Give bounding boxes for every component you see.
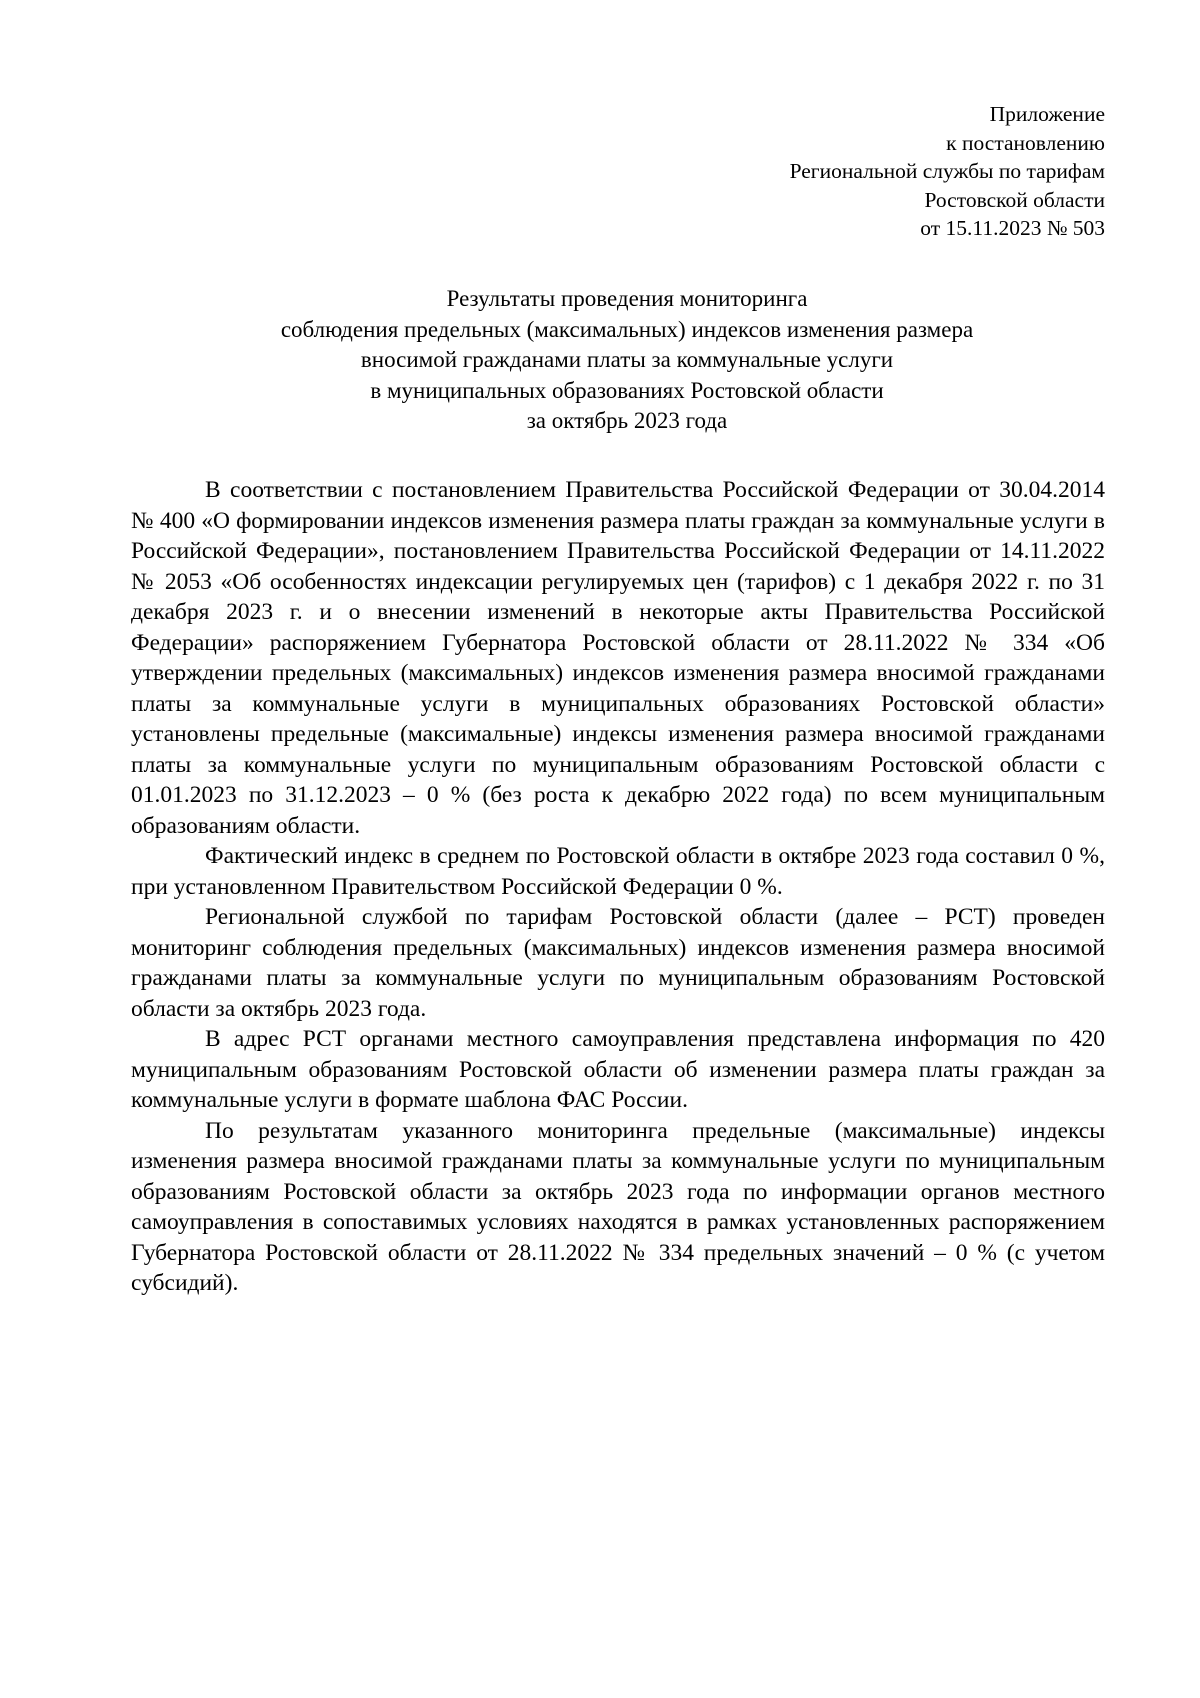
title-line-5: за октябрь 2023 года — [526, 408, 728, 433]
paragraph-5: По результатам указанного мониторинга предельные (максимальные) индексы изменения размера вносимой гражданами платы за коммунальные услуги по муниципальным образованиям Ростовской области за октябрь 2023 года по информации органов местного самоуправления в сопоставимых условиях находятся в рамках установленных распоряжением Губернатора Ростовской области от 28.11.2022 № 334 предельных значений – 0 % (с учетом субсидий). — [131, 1117, 1105, 1296]
title-line-4: в муниципальных образованиях Ростовской области — [370, 377, 884, 403]
appendix-header — [790, 100, 1105, 243]
appendix-line-1: Приложение — [989, 102, 1105, 126]
appendix-line-3: Региональной службы по тарифам — [789, 159, 1105, 183]
paragraph-2: Фактический индекс в среднем по Ростовской области в октябре 2023 года составил 0 %, при установленном Правительством Российской Федерации 0 %. — [131, 843, 1105, 900]
title-line-2: соблюдения предельных (максимальных) индексов изменения размера — [280, 316, 974, 342]
appendix-line-4: Ростовской области — [924, 187, 1105, 212]
paragraph-3: Региональной службой по тарифам Ростовской области (далее – РСТ) проведен мониторинг соблюдения предельных (максимальных) индексов изменения размера вносимой гражданами платы за коммунальные услуги по муниципальным образованиям Ростовской области за октябрь 2023 года. — [131, 904, 1105, 1022]
paragraph-4: В адрес РСТ органами местного самоуправления представлена информация по 420 муниципальным образованиям Ростовской области об изменении размера платы граждан за коммунальные услуги в формате шаблона ФАС России. — [131, 1026, 1105, 1113]
paragraph-1: В соответствии с постановлением Правительства Российской Федерации от 30.04.2014 № 400 «О формировании индексов изменения размера платы граждан за коммунальные услуги в Российской Федерации», постановлением Правительства Российской Федерации от 14.11.2022 № 2053 «Об особенностях индексации регулируемых цен (тарифов) с 1 декабря 2022 г. по 31 декабря 2023 г. и о внесении изменений в некоторые акты Правительства Российской Федерации» распоряжением Губернатора Ростовской области от 28.11.2022 № 334 «Об утверждении предельных (максимальных) индексов изменения размера вносимой гражданами платы за коммунальные услуги в муниципальных образованиях Ростовской области» установлены предельные (максимальные) индексы изменения размера вносимой гражданами платы за коммунальные услуги по муниципальным образованиям Ростовской области с 01.01.2023 по 31.12.2023 – 0 % (без роста к декабрю 2022 года) по всем муниципальным образованиям области. — [131, 477, 1105, 839]
appendix-line-5: от 15.11.2023 № 503 — [920, 216, 1105, 240]
appendix-line-2: к постановлению — [946, 130, 1105, 155]
document-body — [131, 475, 1105, 1299]
document-title — [0, 284, 1200, 437]
title-line-3: вносимой гражданами платы за коммунальные услуги — [360, 347, 894, 372]
title-line-1: Результаты проведения мониторинга — [446, 286, 808, 311]
